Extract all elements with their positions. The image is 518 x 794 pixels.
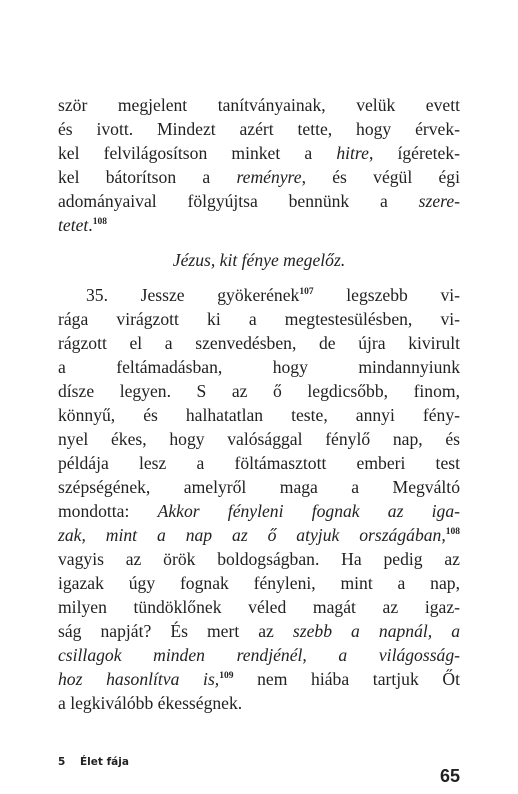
text-line xyxy=(58,355,460,379)
line-text: a feltámadásban, hogy mindannyiunk xyxy=(58,357,460,377)
line-text: kel bátorítson a xyxy=(58,167,237,187)
line-text: könnyű, és halhatatlan teste, annyi fény- xyxy=(58,405,460,425)
line-text: 35. Jessze gyökerének xyxy=(86,285,300,305)
line-text: példája lesz a föltámasztott emberi test xyxy=(58,453,460,473)
emphasis-text: szere- xyxy=(418,191,460,211)
footnote-ref: 109 xyxy=(219,671,234,682)
line-text: . xyxy=(88,215,93,235)
text-line xyxy=(58,427,460,451)
text-line xyxy=(58,451,460,475)
line-text: szépségének, amelyről maga a Megváltó xyxy=(58,477,460,497)
text-line xyxy=(58,499,460,523)
line-text: kel felvilágosítson minket a xyxy=(58,143,337,163)
line-text: adományaival fölgyújtsa bennünk a xyxy=(58,191,419,211)
emphasis-text: csillagok minden rendjénél, a világosság- xyxy=(58,645,460,665)
page-number: 65 xyxy=(439,766,460,786)
emphasis-text: Akkor fényleni fognak az iga- xyxy=(157,501,461,521)
signature-mark xyxy=(58,756,129,768)
line-text: mondotta: xyxy=(58,501,158,521)
line-text: nem hiába tartjuk Őt xyxy=(233,669,460,689)
emphasis-text: tetet xyxy=(58,215,89,235)
text-line xyxy=(58,141,460,165)
text-line xyxy=(58,379,460,403)
emphasis-text: reményre xyxy=(236,167,302,187)
line-text: milyen tündöklőnek véled magát az igaz- xyxy=(58,597,460,617)
line-text: nyel ékes, hogy valósággal fénylő nap, és xyxy=(58,429,460,449)
line-text: rágzott el a szenvedésben, de újra kivirult xyxy=(58,333,460,353)
text-line xyxy=(58,619,460,643)
line-text: , ígéretek- xyxy=(368,143,460,163)
emphasis-text: zak, mint a nap az ő atyjuk országában, xyxy=(58,525,446,545)
line-text: ság napját? És mert az xyxy=(58,621,293,641)
text-line xyxy=(58,643,460,667)
footnote-ref: 107 xyxy=(299,287,314,298)
text-line xyxy=(58,595,460,619)
footnote-ref: 108 xyxy=(445,527,460,538)
text-line xyxy=(58,117,460,141)
text-line xyxy=(58,667,460,691)
line-text: ször megjelent tanítványainak, velük evett xyxy=(58,95,460,115)
line-text: igazak úgy fognak fényleni, mint a nap, xyxy=(58,573,460,593)
line-text: , és végül égi xyxy=(301,167,460,187)
text-line xyxy=(58,189,460,213)
line-text: vagyis az örök boldogságban. Ha pedig az xyxy=(58,549,460,569)
section-heading xyxy=(58,248,460,272)
text-line xyxy=(58,403,460,427)
text-line xyxy=(58,331,460,355)
emphasis-text: hitre xyxy=(336,143,369,163)
text-line xyxy=(58,307,460,331)
line-text: dísze legyen. S az ő legdicsőbb, finom, xyxy=(58,381,460,401)
heading-text: Jézus, kit fénye megelőz. xyxy=(172,250,346,270)
emphasis-text: szebb a napnál, a xyxy=(292,621,461,641)
text-line xyxy=(58,523,460,547)
text-line xyxy=(58,691,460,715)
signature-title: Élet fája xyxy=(80,756,129,768)
text-line xyxy=(58,165,460,189)
text-line xyxy=(58,571,460,595)
text-line xyxy=(58,475,460,499)
text-line xyxy=(58,547,460,571)
text-line xyxy=(58,93,460,117)
text-line xyxy=(58,213,460,237)
text-line xyxy=(58,283,460,307)
signature-number: 5 xyxy=(58,756,66,768)
footnote-ref: 108 xyxy=(92,217,107,228)
line-text: rága virágzott ki a megtestesülésben, vi- xyxy=(58,309,460,329)
line-text: és ivott. Mindezt azért tette, hogy érvek- xyxy=(58,119,460,139)
emphasis-text: hoz hasonlítva is, xyxy=(58,669,220,689)
line-text: legszebb vi- xyxy=(313,285,460,305)
line-text: a legkiválóbb ékességnek. xyxy=(58,693,243,713)
